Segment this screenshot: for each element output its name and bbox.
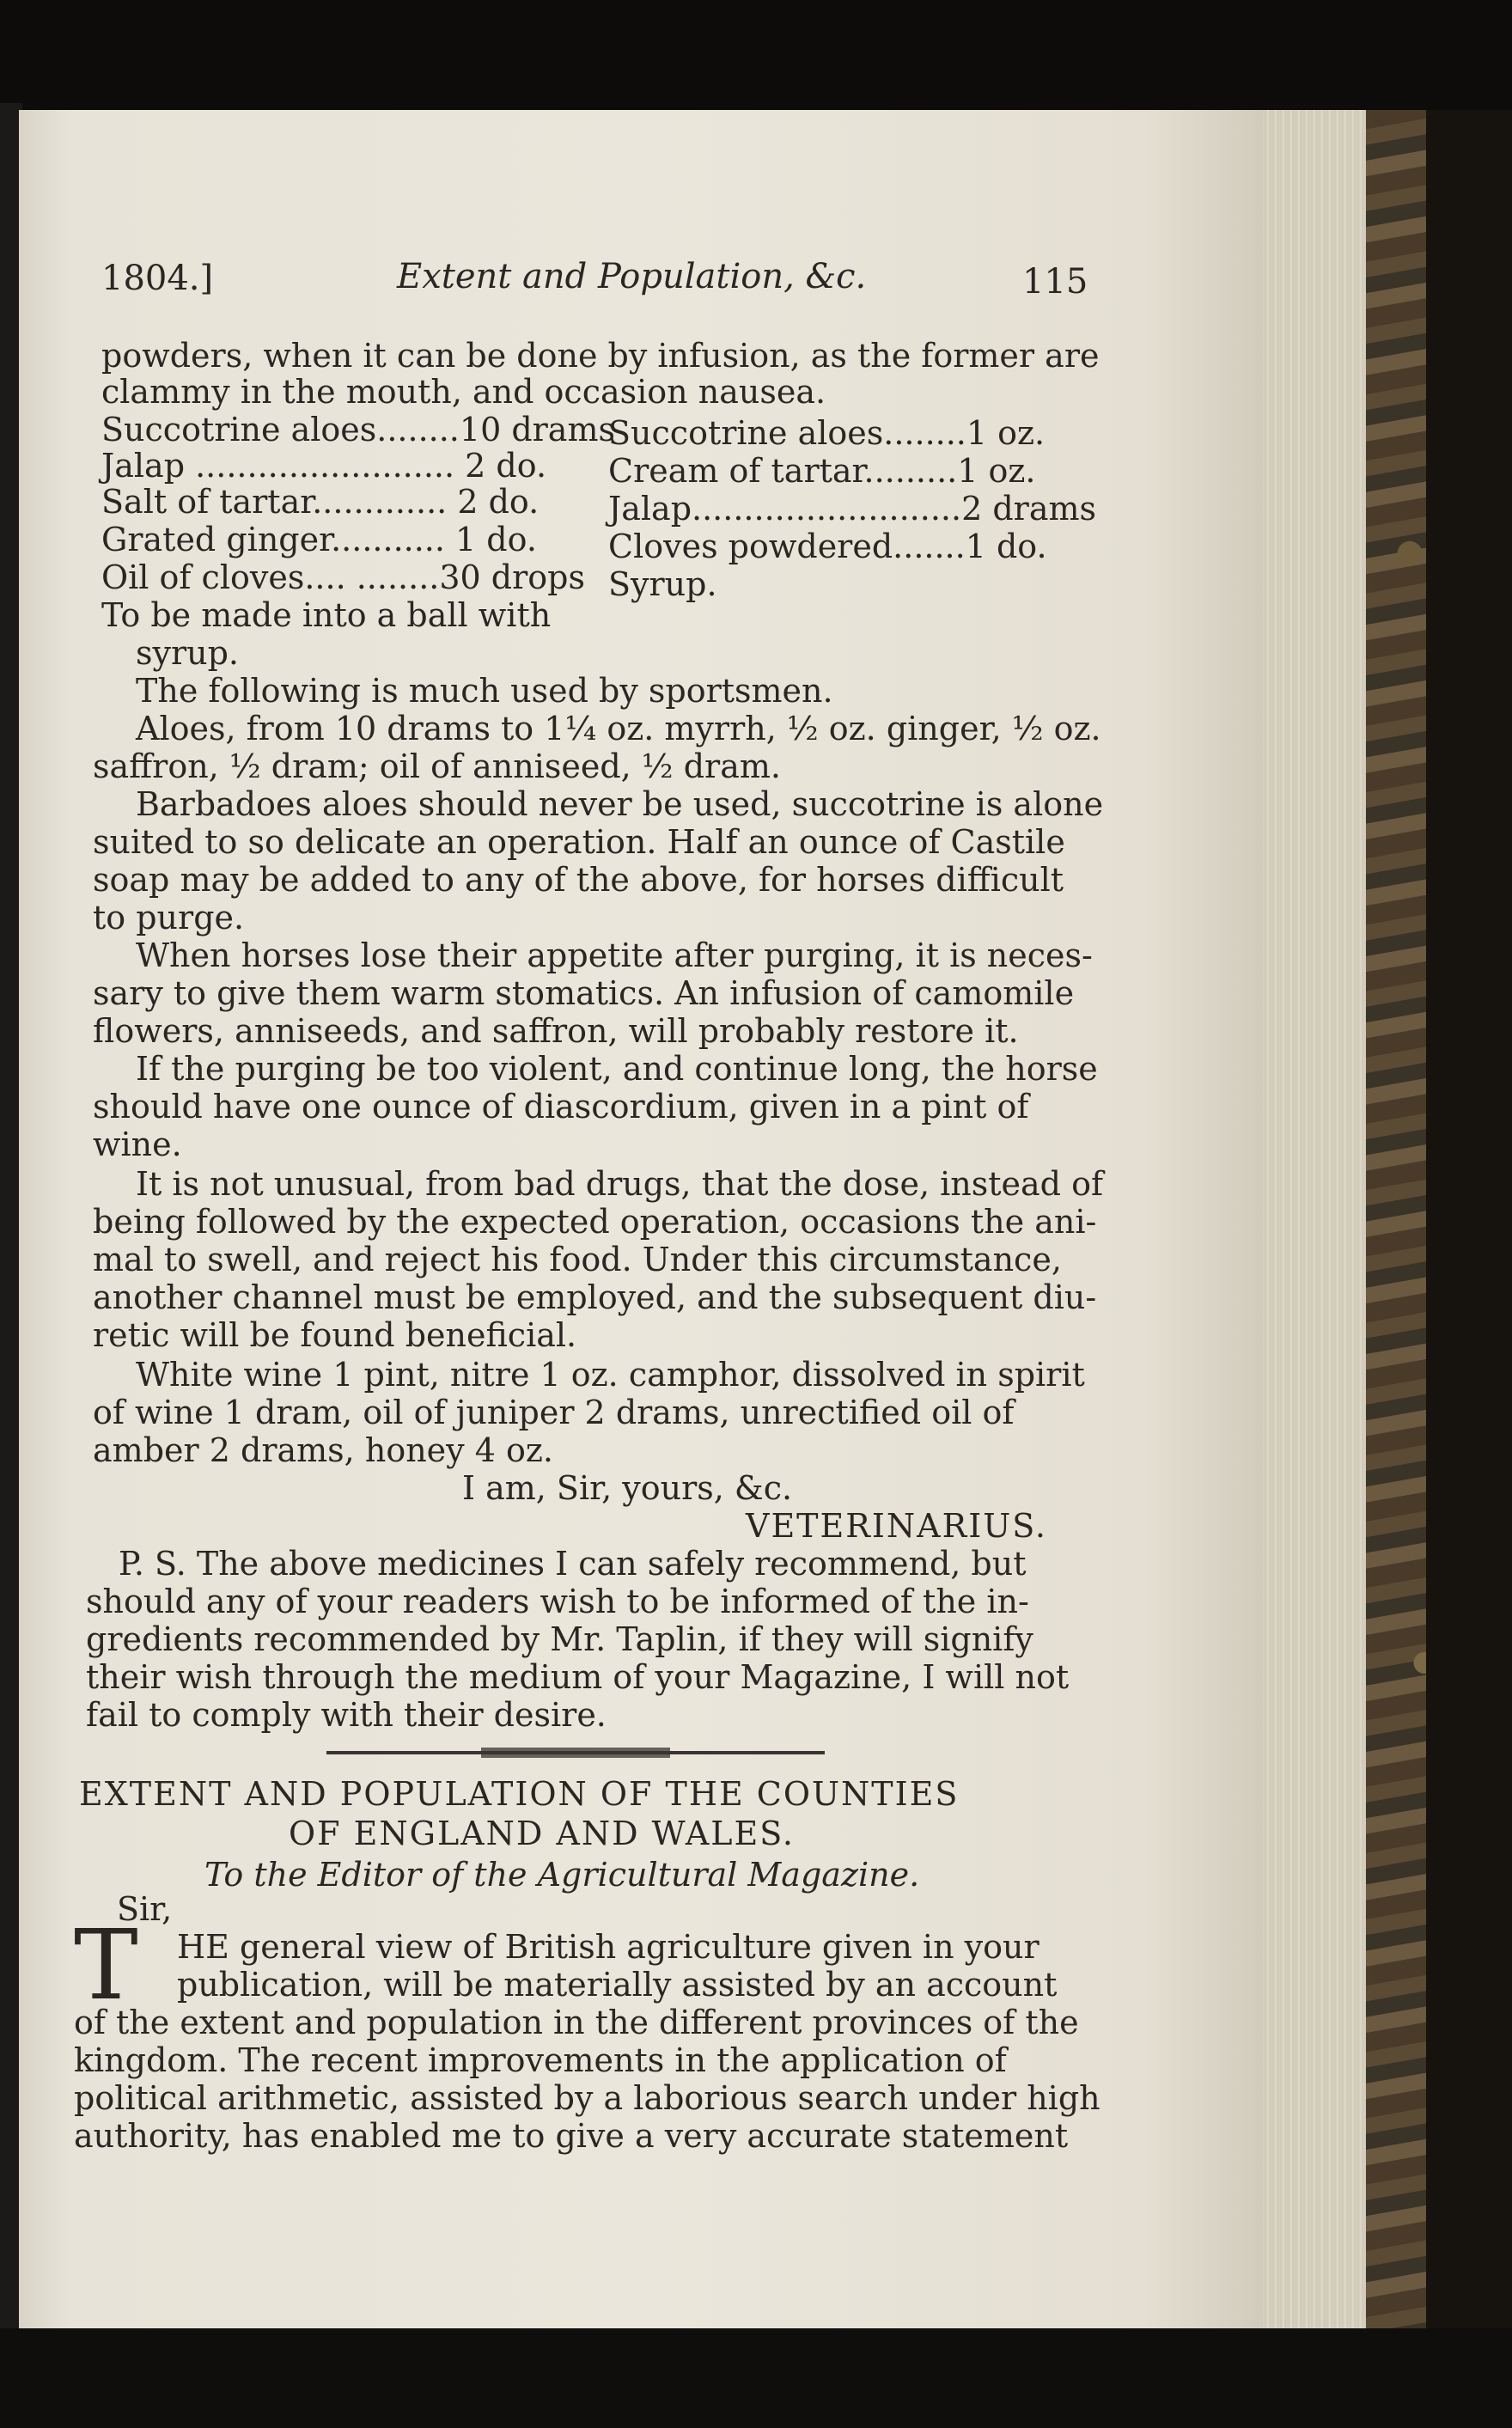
body-line: If the purging be too violent, and continue long, the horse [136, 1050, 1098, 1088]
body-line: sary to give them warm stomatics. An infusion of camomile [93, 974, 1075, 1012]
drop-cap: T [74, 1910, 138, 2022]
article-first-line: HE general view of British agriculture given in your [177, 1928, 1040, 1966]
article-line: authority, has enabled me to give a very accurate statement [74, 2117, 1069, 2155]
recipe-left-line: To be made into a ball with [101, 596, 552, 634]
recipe-right-line: Succotrine aloes........1 oz. [608, 414, 1046, 452]
recipe-right-line: Cloves powdered.......1 do. [608, 528, 1047, 565]
recipe-right-line: Syrup. [608, 565, 717, 603]
body-line: should have one ounce of diascordium, given in a pint of [93, 1088, 1029, 1126]
intro-line: clammy in the mouth, and occasion nausea. [101, 373, 826, 411]
running-title: Extent and Population, &c. [397, 257, 867, 296]
ps-line: fail to comply with their desire. [86, 1696, 607, 1734]
page-number: 115 [1022, 262, 1088, 302]
recipe-left-line: Grated ginger........... 1 do. [101, 521, 537, 558]
body-line: another channel must be employed, and the subsequent diu- [93, 1278, 1097, 1316]
recipe-left-line: Succotrine aloes........10 drams [101, 411, 615, 448]
article-title-line-2: OF ENGLAND AND WALES. [289, 1815, 795, 1852]
body-line: being followed by the expected operation, occasions the ani- [93, 1203, 1097, 1241]
body-line: wine. [93, 1126, 182, 1163]
article-address: To the Editor of the Agricultural Magazine. [204, 1856, 920, 1894]
ps-line: their wish through the medium of your Magazine, I will not [86, 1658, 1070, 1696]
body-line: Barbadoes aloes should never be used, succotrine is alone [136, 785, 1104, 823]
intro-line: powders, when it can be done by infusion, as the former are [101, 337, 1100, 375]
recipe-right-line: Cream of tartar.........1 oz. [608, 452, 1036, 490]
body-line: White wine 1 pint, nitre 1 oz. camphor, dissolved in spirit [136, 1356, 1085, 1394]
body-line: It is not unusual, from bad drugs, that the dose, instead of [136, 1165, 1104, 1203]
body-line: mal to swell, and reject his food. Under this circumstance, [93, 1241, 1062, 1278]
body-line: of wine 1 dram, oil of juniper 2 drams, unrectified oil of [93, 1394, 1015, 1431]
body-line: Aloes, from 10 drams to 1¼ oz. myrrh, ½ oz. ginger, ½ oz. [136, 710, 1101, 747]
section-rule-ornament [481, 1748, 670, 1758]
recipe-left-line: Oil of cloves.... ........30 drops [101, 558, 585, 596]
article-salutation: Sir, [117, 1890, 173, 1928]
article-title: EXTENT AND POPULATION OF THE COUNTIES [79, 1775, 960, 1813]
recipe-left-line: Jalap ......................... 2 do. [101, 447, 547, 485]
letter-signature: VETERINARIUS. [746, 1507, 1047, 1545]
ps-line: gredients recommended by Mr. Taplin, if they will signify [86, 1620, 1033, 1658]
article-line: kingdom. The recent improvements in the application of [74, 2041, 1007, 2079]
body-line: soap may be added to any of the above, for horses difficult [93, 861, 1064, 899]
article-line: publication, will be materially assisted by an account [177, 1966, 1058, 2004]
body-line: The following is much used by sportsmen. [136, 672, 833, 710]
recipe-left-line: Salt of tartar............. 2 do. [101, 483, 540, 521]
body-line: suited to so delicate an operation. Half an ounce of Castile [93, 823, 1065, 861]
body-line: flowers, anniseeds, and saffron, will probably restore it. [93, 1012, 1019, 1050]
header-year: 1804.] [101, 259, 214, 298]
body-line: retic will be found beneficial. [93, 1316, 577, 1354]
letter-closing: I am, Sir, yours, &c. [462, 1469, 793, 1507]
ps-line: P. S. The above medicines I can safely recommend, but [119, 1545, 1027, 1583]
ps-line: should any of your readers wish to be informed of the in- [86, 1583, 1029, 1620]
body-line: saffron, ½ dram; oil of anniseed, ½ dram. [93, 747, 781, 785]
body-line: amber 2 drams, honey 4 oz. [93, 1431, 553, 1469]
article-line: of the extent and population in the different provinces of the [74, 2004, 1079, 2041]
recipe-left-line: syrup. [136, 634, 240, 672]
recipe-right-line: Jalap..........................2 drams [608, 490, 1097, 528]
body-line: When horses lose their appetite after purging, it is neces- [136, 936, 1093, 974]
article-line: political arithmetic, assisted by a laborious search under high [74, 2079, 1100, 2117]
body-line: to purge. [93, 899, 245, 936]
